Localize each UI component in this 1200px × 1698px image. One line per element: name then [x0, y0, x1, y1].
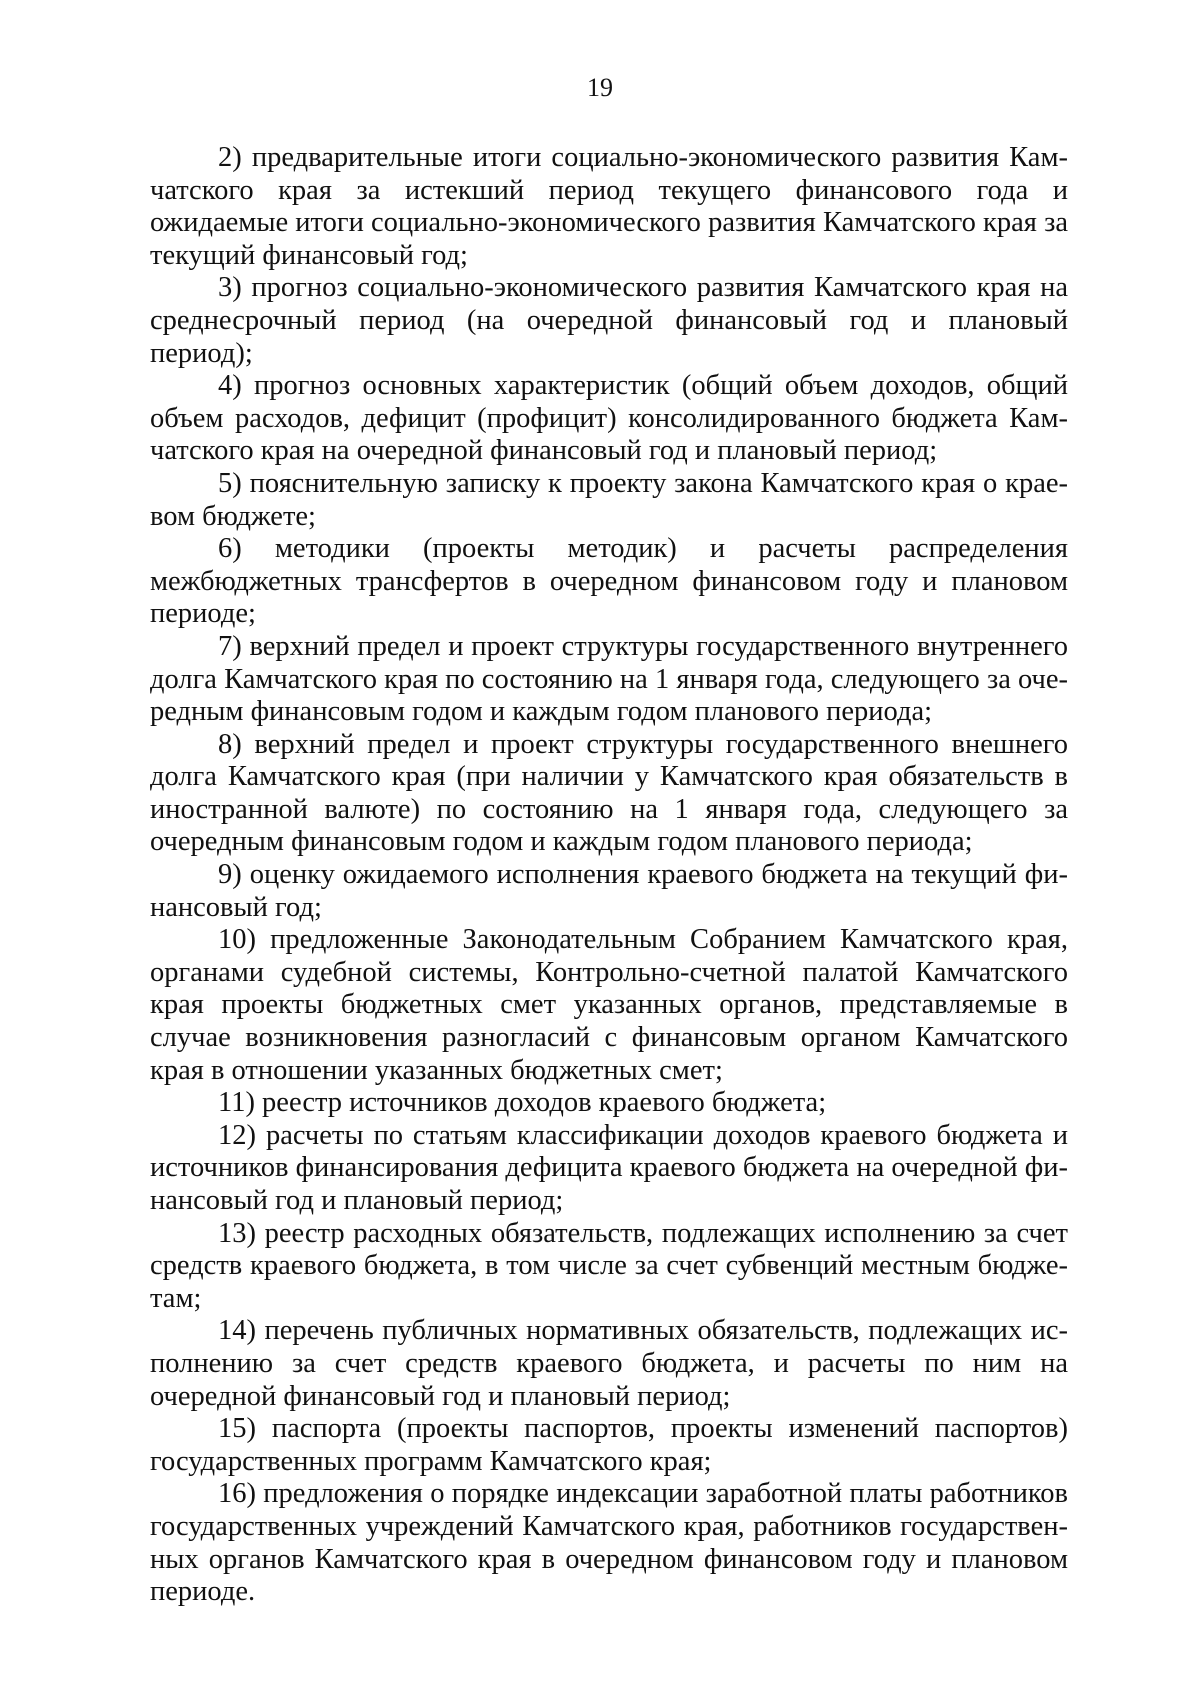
list-item-8: 8) верхний предел и проект структуры государственного внешнего долга Камчатского края (при наличии у Камчатского края обязательств в иностранной валюте) по состоянию на 1 января года, следующего за очередным финансовым годом и каждым годом планового периода; — [150, 728, 1068, 858]
list-item-10: 10) предложенные Законодательным Собранием Камчатского края, органами судебной системы, Контрольно-счетной палатой Камчатского края проекты бюджетных смет указанных органов, представляемые в случае возникновения разногласий с финансовым органом Камчатского края в отношении указанных бюджетных смет; — [150, 924, 1068, 1086]
list-item-9: 9) оценку ожидаемого исполнения краевого бюджета на текущий финансовый год; — [150, 859, 1068, 923]
page-number: 19 — [587, 73, 613, 102]
list-item-7: 7) верхний предел и проект структуры государственного внутреннего долга Камчатского края по состоянию на 1 января года, следующего за очередным финансовым годом и каждым годом планового периода; — [150, 630, 1068, 728]
list-item-11: 11) реестр источников доходов краевого бюджета; — [218, 1087, 827, 1119]
list-item-5: 5) пояснительную записку к проекту закона Камчатского края о краевом бюджете; — [150, 467, 1068, 532]
list-item-16: 16) предложения о порядке индексации заработной платы работников государственных учреждений Камчатского края, работников государственных органов Камчатского края в очередном финансовом году и плановом периоде. — [150, 1478, 1068, 1608]
list-item-12: 12) расчеты по статьям классификации доходов краевого бюджета и источников финансирования дефицита краевого бюджета на очередной финансовый год и плановый период; — [150, 1119, 1068, 1216]
list-item-15: 15) паспорта (проекты паспортов, проекты изменений паспортов) государственных программ Камчатского края; — [150, 1413, 1068, 1477]
document-body — [150, 142, 1068, 1609]
list-item-3: 3) прогноз социально-экономического развития Камчатского края на среднесрочный период (на очередной финансовый год и плановый период); — [150, 272, 1068, 369]
list-item-13: 13) реестр расходных обязательств, подлежащих исполнению за счет средств краевого бюджета, в том числе за счет субвенций местным бюджетам; — [150, 1217, 1068, 1314]
list-item-4: 4) прогноз основных характеристик (общий объем доходов, общий объем расходов, дефицит (профицит) консолидированного бюджета Камчатского края на очередной финансовый год и плановый период; — [150, 370, 1068, 467]
list-item-2: 2) предварительные итоги социально-экономического развития Камчатского края за истекший период текущего финансового года и ожидаемые итоги социально-экономического развития Камчатского края за текущий финансовый год; — [150, 142, 1068, 271]
list-item-6: 6) методики (проекты методик) и расчеты распределения межбюджетных трансфертов в очередном финансовом году и плановом периоде; — [150, 533, 1068, 630]
list-item-14: 14) перечень публичных нормативных обязательств, подлежащих исполнению за счет средств краевого бюджета, и расчеты по ним на очередной финансовый год и плановый период; — [150, 1315, 1068, 1412]
